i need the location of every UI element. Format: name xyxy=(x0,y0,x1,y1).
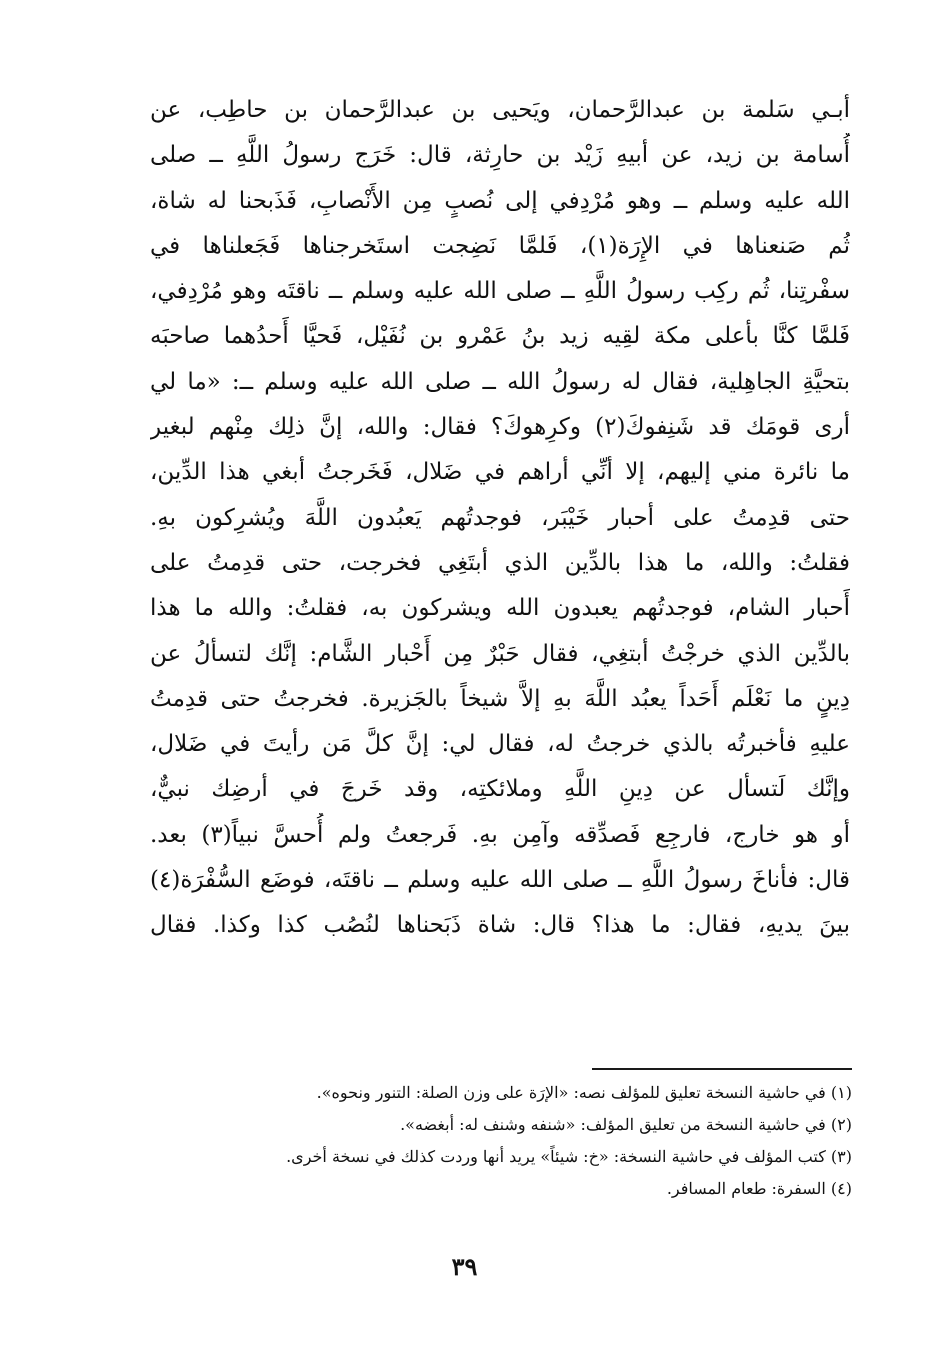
text-line: وإنَّك لَتسأل عن دِينِ اللَّهِ وملائكتِه، وقد خَرجَ في أرضِك نبيٌّ، xyxy=(150,776,850,803)
text-line: أَحبار الشام، فوجدتُهم يعبدون الله ويشركون به، فقلتُ: والله ما هذا xyxy=(150,595,850,622)
text-line: بتحيَّةِ الجاهِلية، فقال له رسولُ الله ــ صلى الله عليه وسلم ــ: «ما لي xyxy=(150,368,850,395)
text-line: ثُم صَنعناها في الإِرَة(١)، فَلمَّا نَضِجت استَخرجناها فَجَعلناها في xyxy=(150,232,850,259)
main-text xyxy=(150,88,850,949)
footnote: (٣) كتب المؤلف في حاشية النسخة: «خ: شيئاً» يريد أنها وردت كذلك في نسخة أخرى. xyxy=(286,1147,852,1166)
text-line: قال: فأناخَ رسولُ اللَّهِ ــ صلى الله عليه وسلم ــ ناقتَه، فوضَع السُّفْرَة(٤) xyxy=(150,867,850,894)
text-line: سفْرتِنا، ثُم ركِب رسولُ اللَّهِ ــ صلى الله عليه وسلم ــ ناقتَه وهو مُرْدِفي، xyxy=(150,278,850,305)
text-line: أرى قومَك قد شَنِفوكَ(٢) وكرِهوكَ؟ فقال: والله، إنَّ ذلِك مِنْهم لبغير xyxy=(150,414,850,441)
text-line: حتى قدِمتُ على أحبار خَيْبَر، فوجدتُهم يَعبُدون اللَّهَ ويُشرِكون بهِ. xyxy=(150,504,850,531)
footnote: (٤) السفرة: طعام المسافر. xyxy=(666,1179,852,1198)
footnote: (١) في حاشية النسخة تعليق للمؤلف نصه: «الإرَة على وزن الصلة: التنور ونحوه». xyxy=(316,1083,852,1102)
text-line: أو هو خارج، فارجِع فَصدِّقه وآمِن بهِ. فَرجعتُ ولم أُحسَّ نبياً(٣) بعد. xyxy=(150,821,850,848)
text-line: فقلتُ: والله، ما هذا بالدِّين الذي أبتَغِي فخرجت، حتى قدِمتُ على xyxy=(150,549,850,576)
footnote: (٢) في حاشية النسخة من تعليق المؤلف: «شنفه وشنف له: أبغضه». xyxy=(400,1115,852,1134)
footnote-separator xyxy=(592,1068,852,1070)
text-line: فَلمَّا كنَّا بأعلى مكة لقِيه زيد بنُ عَمْرو بن نُفَيْل، فَحيَّا أَحدُهما صاحبَه xyxy=(150,323,850,350)
footnotes xyxy=(150,1077,852,1205)
text-line: أبـي سَلمة بن عبدالرَّحمان، ويَحيى بن عبدالرَّحمان بن حاطِب، عن xyxy=(150,97,850,123)
text-line: بالدِّين الذي خرجْتُ أبتغِي، فقال حَبْرٌ مِن أَحْبار الشَّام: إنَّك لتسألُ عن xyxy=(150,640,850,667)
text-line: عليهِ فأخبرتُه بالذي خرجتُ له، فقال لي: إنَّ كلَّ مَن رأيتَ في ضَلال، xyxy=(150,731,850,758)
text-line: ما نائرة مني إليهم، إلا أنِّي أراهم في ضَلال، فَخَرجتُ أبغي هذا الدِّين، xyxy=(150,459,850,486)
text-line: الله عليه وسلم ــ وهو مُرْدِفي إلى نُصبٍ مِن الأَنْصابِ، فَذَبحنا له شاة، xyxy=(150,187,850,214)
text-line: دِينٍ ما نَعْلَم أَحَداً يعبُد اللَّهَ بهِ إلاَّ شيخاً بالجَزيرة. فخرجتُ حتى قدِمتُ xyxy=(150,685,850,712)
text-line: بينَ يديهِ، فقال: ما هذا؟ قال: شاة ذَبَحناها لنُصُب كذا وكذا. فقال xyxy=(150,912,850,939)
text-line: أُسامة بن زيد، عن أبيهِ زَيْد بن حارِثة، قال: خَرَج رسولُ اللَّهِ ــ صلى xyxy=(150,142,850,169)
page-number: ٣٩ xyxy=(451,1252,478,1281)
